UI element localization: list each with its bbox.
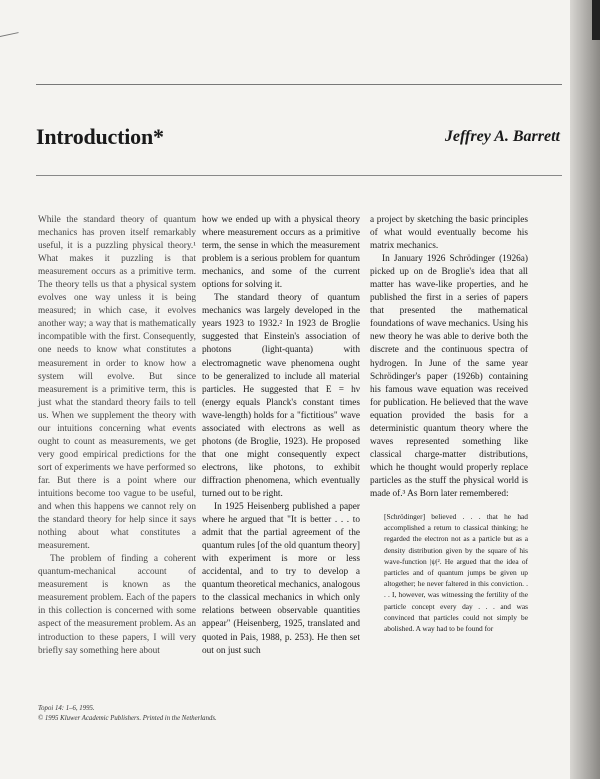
header-rule-bottom	[36, 175, 562, 176]
journal-citation: Topoi 14: 1–6, 1995.	[38, 705, 95, 712]
article-title: Introduction*	[36, 124, 164, 149]
paragraph: The standard theory of quantum mechanics was largely developed in the years 1923 to 1932.² In 1923 de Broglie suggested that Einstein's association of photons (light-quanta) with electromagnetic wave phenomena ought to be generalized to include all material particles. He suggested that E = hν (energy equals Planck's constant times wave-length) holds for a "fictitious" wave associated with electrons as well as photons (de Broglie, 1923). He proposed that one might consequently expect electrons, like photons, to exhibit diffraction phenomena, which eventually turned out to be right.	[202, 293, 360, 499]
text-column-1	[38, 214, 196, 658]
paragraph: In 1925 Heisenberg published a paper where he argued that "It is better . . . to admit that the partial agreement of the quantum rules [of the old quantum theory] with experiment is more or less accidental, and to try to develop a quantum theoretical mechanics, analogous to the classical mechanics in which only relations between observable quantities appear" (Heisenberg, 1925, translated and quoted in Pais, 1988, p. 253). He then set out on just such	[202, 502, 361, 656]
article-author: Jeffrey A. Barrett	[444, 128, 560, 145]
paragraph: While the standard theory of quantum mechanics has proven itself remarkably useful, it is a puzzling physical theory.¹ What makes it puzzling is that measurement occurs as a primitive term. The theory tells us that a physical system evolves one way unless it is being measured; in which case, it evolves another way; a way that is mathematically incompatible with the first. Consequently, one needs to know what constitutes a measurement in order to know how a system will evolve. But since measurement is a primitive term, this is just what the standard theory fails to tell us. When we supplement the theory with our intuitions concerning what events ought to count as measurements, we get very good empirical predictions for the sort of experiments we have performed so far. But there is a point where our intuitions become too vague to be useful, and when this happens we cannot rely on the standard theory for help since it says nothing about what constitutes a measurement.	[38, 215, 196, 552]
publisher-copyright: © 1995 Kluwer Academic Publishers. Printed in the Netherlands.	[38, 715, 217, 722]
paragraph: how we ended up with a physical theory where measurement occurs as a primitive term, the sense in which the measurement problem is a serious problem for quantum mechanics, and some of the current options for solving it.	[202, 215, 360, 291]
paragraph: a project by sketching the basic principles of what would eventually become his matrix mechanics.	[370, 215, 528, 252]
text-column-3	[370, 214, 528, 634]
header-rule-top	[36, 84, 562, 85]
page-edge-shadow	[570, 0, 600, 779]
corner-mark	[0, 32, 21, 49]
paragraph: The problem of finding a coherent quantum-mechanical account of measurement is known as the measurement problem. Each of the papers in this collection is concerned with some aspect of the measurement problem. As an introduction to these papers, I will very briefly say something here about	[38, 554, 196, 656]
block-quote: [Schrödinger] believed . . . that he had accomplished a return to classical thinking; he regarded the electron not as a particle but as a density distribution given by the square of his wave-function |ψ|². He argued that the idea of particles and of quantum jumps be given up altogether; he never faltered in this conviction. . . . I, however, was witnessing the fertility of the particle concept every day . . . and was convinced that particles could not simply be abolished. A way had to be found for	[384, 512, 528, 634]
paragraph: In January 1926 Schrödinger (1926a) picked up on de Broglie's idea that all matter has wave-like properties, and he published the first in a series of papers that presented the mathematical foundations of wave mechanics. Using his new theory he was able to derive both the discrete and the continuous spectra of hydrogen. In June of the same year Schrödinger's paper (1926b) containing his famous wave equation was received for publication. He believed that the wave equation provided the basis for a deterministic quantum theory where the waves represented something like classical charge-matter distributions, which he thought would properly replace particles as the stuff the physical world is made of.³ As Born later remembered:	[370, 254, 528, 499]
text-column-2	[202, 214, 360, 658]
page-edge-dark-corner	[592, 0, 600, 40]
publication-footer	[38, 704, 217, 724]
